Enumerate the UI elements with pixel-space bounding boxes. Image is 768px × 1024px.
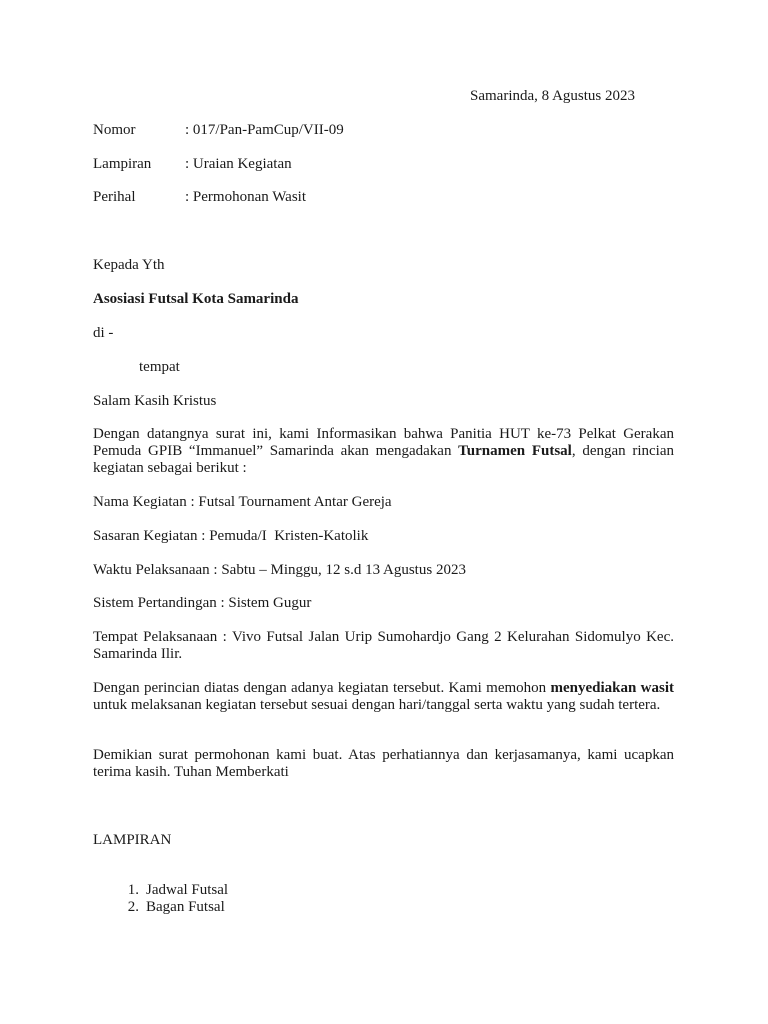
lampiran-row	[93, 156, 292, 173]
recipient-di: di -	[93, 325, 114, 341]
perihal-label: Perihal	[93, 189, 136, 205]
perihal-row	[93, 189, 306, 206]
list-item	[93, 882, 228, 899]
nomor-label: Nomor	[93, 122, 136, 138]
list-item	[93, 899, 228, 916]
intro-text-1: Dengan datangnya surat ini, kami Informasikan bahwa Panitia HUT ke-73 Pelkat Gerakan Pemuda GPIB “Immanuel” Samarinda akan mengadakan	[93, 426, 674, 459]
intro-text-2: , dengan rincian kegiatan sebagai berikut :	[93, 443, 674, 476]
detail-sasaran: Sasaran Kegiatan : Pemuda/I Kristen-Katolik	[93, 528, 369, 544]
request-text-1: Dengan perincian diatas dengan adanya kegiatan tersebut. Kami memohon	[93, 680, 551, 696]
request-paragraph	[93, 680, 674, 714]
detail-sistem: Sistem Pertandingan : Sistem Gugur	[93, 595, 312, 611]
greeting: Salam Kasih Kristus	[93, 393, 217, 409]
recipient-salutation: Kepada Yth	[93, 257, 165, 273]
perihal-value: : Permohonan Wasit	[185, 189, 307, 205]
detail-waktu: Waktu Pelaksanaan : Sabtu – Minggu, 12 s.d 13 Agustus 2023	[93, 562, 466, 578]
nomor-row	[93, 122, 344, 139]
request-text-2: untuk melaksanan kegiatan tersebut sesuai dengan hari/tanggal serta waktu yang sudah tertera.	[93, 697, 661, 713]
recipient-tempat: tempat	[139, 359, 180, 375]
attachments-list	[93, 882, 228, 916]
attachments-title: LAMPIRAN	[93, 832, 172, 848]
lampiran-value: : Uraian Kegiatan	[185, 156, 292, 172]
list-item-number: 1.	[127, 882, 139, 898]
detail-tempat: Tempat Pelaksanaan : Vivo Futsal Jalan Urip Sumohardjo Gang 2 Kelurahan Sidomulyo Kec. Samarinda Ilir.	[93, 629, 674, 662]
intro-paragraph	[93, 426, 674, 477]
place-date: Samarinda, 8 Agustus 2023	[470, 88, 635, 104]
lampiran-label: Lampiran	[93, 156, 152, 172]
request-bold: menyediakan wasit	[550, 680, 674, 696]
nomor-value: : 017/Pan-PamCup/VII-09	[185, 122, 344, 138]
closing-paragraph: Demikian surat permohonan kami buat. Atas perhatiannya dan kerjasamanya, kami ucapkan terima kasih. Tuhan Memberkati	[93, 747, 674, 780]
list-item-text: Bagan Futsal	[146, 899, 225, 915]
list-item-number: 2.	[127, 899, 139, 915]
intro-bold: Turnamen Futsal	[458, 443, 572, 459]
recipient-name: Asosiasi Futsal Kota Samarinda	[93, 291, 299, 307]
list-item-text: Jadwal Futsal	[146, 882, 229, 898]
detail-nama: Nama Kegiatan : Futsal Tournament Antar Gereja	[93, 494, 392, 510]
